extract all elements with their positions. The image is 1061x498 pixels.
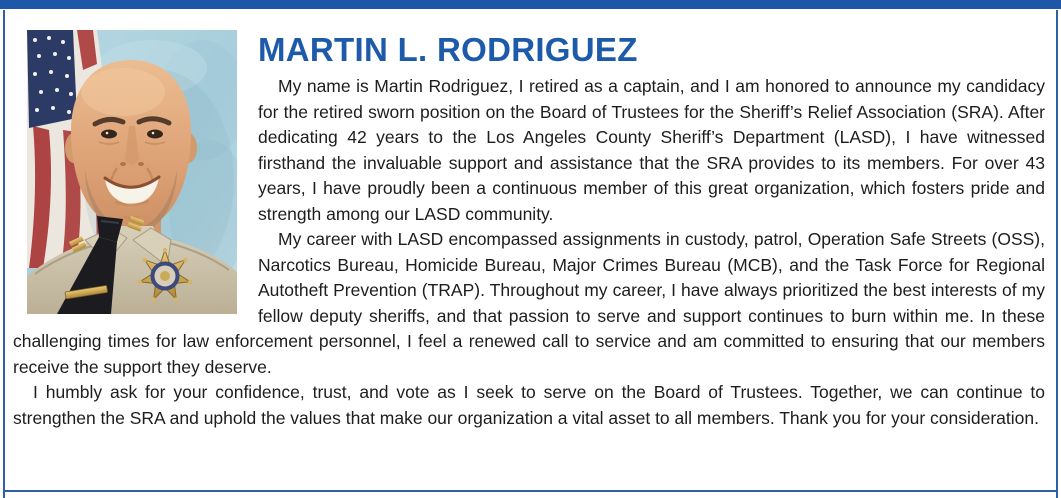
right-eye [147,130,163,139]
statement-paragraph-2: My career with LASD encompassed assignments in custody, patrol, Operation Safe Streets (OSS), Narcotics Bureau, Homicide Bureau, Major Crimes Bureau (MCB), and the Task Force for Regional Autotheft Prevention (TRAP). Throughout my career, I have always prioritized the best interests of my fellow deputy sheriffs, and that passion to serve and support continues to burn within me. In these challenging times for law enforcement personnel, I feel a renewed call to service and am committed to ensuring that our members receive the support they deserve. [13,229,1045,377]
statement-paragraph-1: My name is Martin Rodriguez, I retired as a captain, and I am honored to announce my candidacy for the retired sworn position on the Board of Trustees for the Sheriff’s Relief Association (SRA). After dedicating 42 years to the Los Angeles County Sheriff’s Department (LASD), I have witnessed firsthand the invaluable support and assistance that the SRA provides to its members. For over 43 years, I have proudly been a continuous member of this great organization, which fosters pride and strength among our LASD community. [258,76,1045,224]
candidate-name-heading: MARTIN L. RODRIGUEZ [258,31,638,68]
statement-paragraph-3: I humbly ask for your confidence, trust, and vote as I seek to serve on the Board of Trustees. Together, we can continue to strengthen the SRA and uphold the values that make our organization a vital asset to all members. Thank you for your consideration. [13,382,1045,428]
portrait-photo [27,30,237,314]
left-eye [101,130,117,139]
portrait-illustration [27,30,237,314]
